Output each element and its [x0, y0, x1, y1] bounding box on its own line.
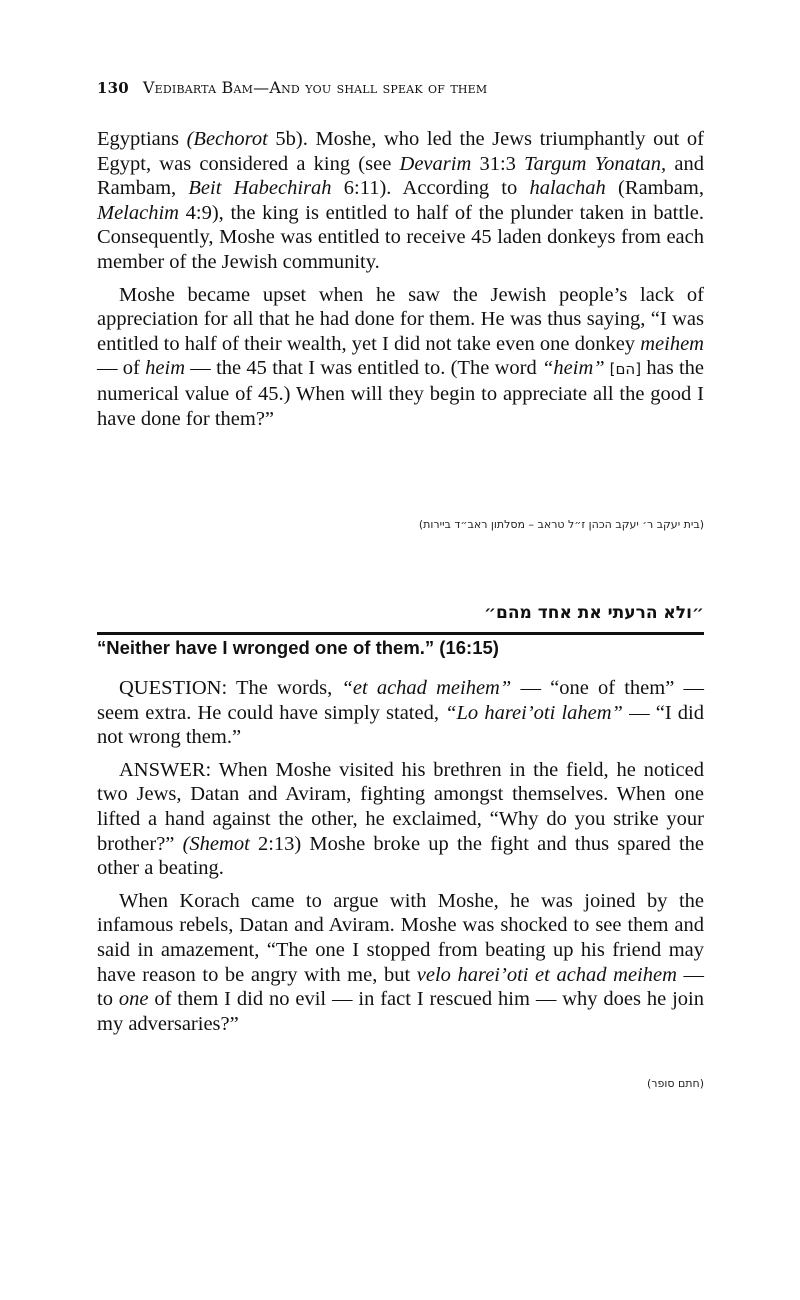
paragraph [97, 127, 704, 275]
term: “Lo harei’oti lahem” [445, 701, 623, 724]
running-head-title: Vedibarta Bam—And you shall speak of them [142, 78, 488, 97]
citation: Beit Habechirah [188, 177, 332, 200]
source-citation: (בית יעקב ר׳ יעקב הכהן ז״ל טראב – מסלתון ראב״ד ביירות) [418, 518, 704, 531]
text-run: QUESTION: The words, [119, 677, 342, 699]
citation: (Shemot [182, 832, 250, 855]
text-run: 5b). Moshe, who led the Jews triumphantly out of Egypt, was considered a king (see [97, 128, 704, 175]
text-run: — the 45 that I was entitled to. (The word [185, 357, 543, 380]
text-run: — “one of them” — seem extra. He could have simply stated, [97, 677, 705, 724]
term: “et achad meihem” [341, 677, 512, 699]
hebrew-inline: [הם] [604, 360, 642, 379]
text-run: of them I did no evil — in fact I rescued him — why does he join my adversaries?” [97, 988, 704, 1035]
citation: Targum Yonatan, [524, 152, 667, 175]
paragraph-answer [97, 758, 704, 881]
term: “heim” [542, 357, 605, 380]
text-run: — “I did not wrong them.” [97, 701, 705, 749]
term: velo harei’oti et achad meihem [416, 963, 677, 986]
text-run: (Rambam, [605, 177, 704, 200]
text-run: — of [97, 357, 146, 380]
term: heim [145, 357, 186, 380]
citation: (Bechorot [186, 128, 268, 150]
text-run: 6:11). According to [331, 177, 530, 200]
term: meihem [640, 332, 704, 355]
text-run: Moshe became upset when he saw the Jewish people’s lack of appreciation for all that he had done for them. He was thus saying, “I was entitled to half of their wealth, yet I did not take even one donkey [97, 283, 704, 355]
heading-rule [97, 632, 704, 635]
text-run: When Korach came to argue with Moshe, he was joined by the infamous rebels, Datan and Aviram. Moshe was shocked to see them and said in amazement, “The one I stopped from beating up his friend may have reason to be angry with me, but [97, 889, 704, 986]
hebrew-verse-heading: ״ולא הרעתי את אחד מהם״ [483, 603, 704, 623]
text-run: ANSWER: When Moshe visited his brethren in the field, he noticed two Jews, Datan and Aviram, fighting amongst themselves. When one lifted a hand against the other, he exclaimed, “Why do you strike your brother?” [97, 758, 704, 855]
text-run: 31:3 [471, 152, 525, 175]
text-run: and Rambam, [97, 152, 704, 200]
text-run: 4:9), the king is entitled to half of the plunder taken in battle. Consequently, Moshe was entitled to receive 45 laden donkeys from each member of the Jewish community. [97, 201, 704, 273]
paragraph-question [97, 676, 704, 750]
paragraph [97, 283, 704, 432]
emphasis: one [118, 988, 149, 1011]
source-citation: (חתם סופר) [646, 1077, 704, 1090]
section-2-body [97, 676, 704, 1036]
text-run: Egyptians [97, 128, 187, 150]
section-1-body [97, 127, 704, 431]
citation: Devarim [399, 152, 472, 175]
term: halachah [529, 177, 606, 200]
text-run: — to [97, 963, 705, 1011]
text-run: 2:13) Moshe broke up the fight and thus spared the other a beating. [97, 832, 704, 880]
running-head [97, 78, 487, 97]
citation: Melachim [97, 201, 179, 224]
page-number: 130 [97, 79, 129, 97]
text-run: has the numerical value of 45.) When will they begin to appreciate all the good I have done for them?” [97, 357, 705, 430]
english-verse-heading: “Neither have I wronged one of them.” (16:15) [97, 637, 499, 658]
paragraph [97, 889, 704, 1037]
